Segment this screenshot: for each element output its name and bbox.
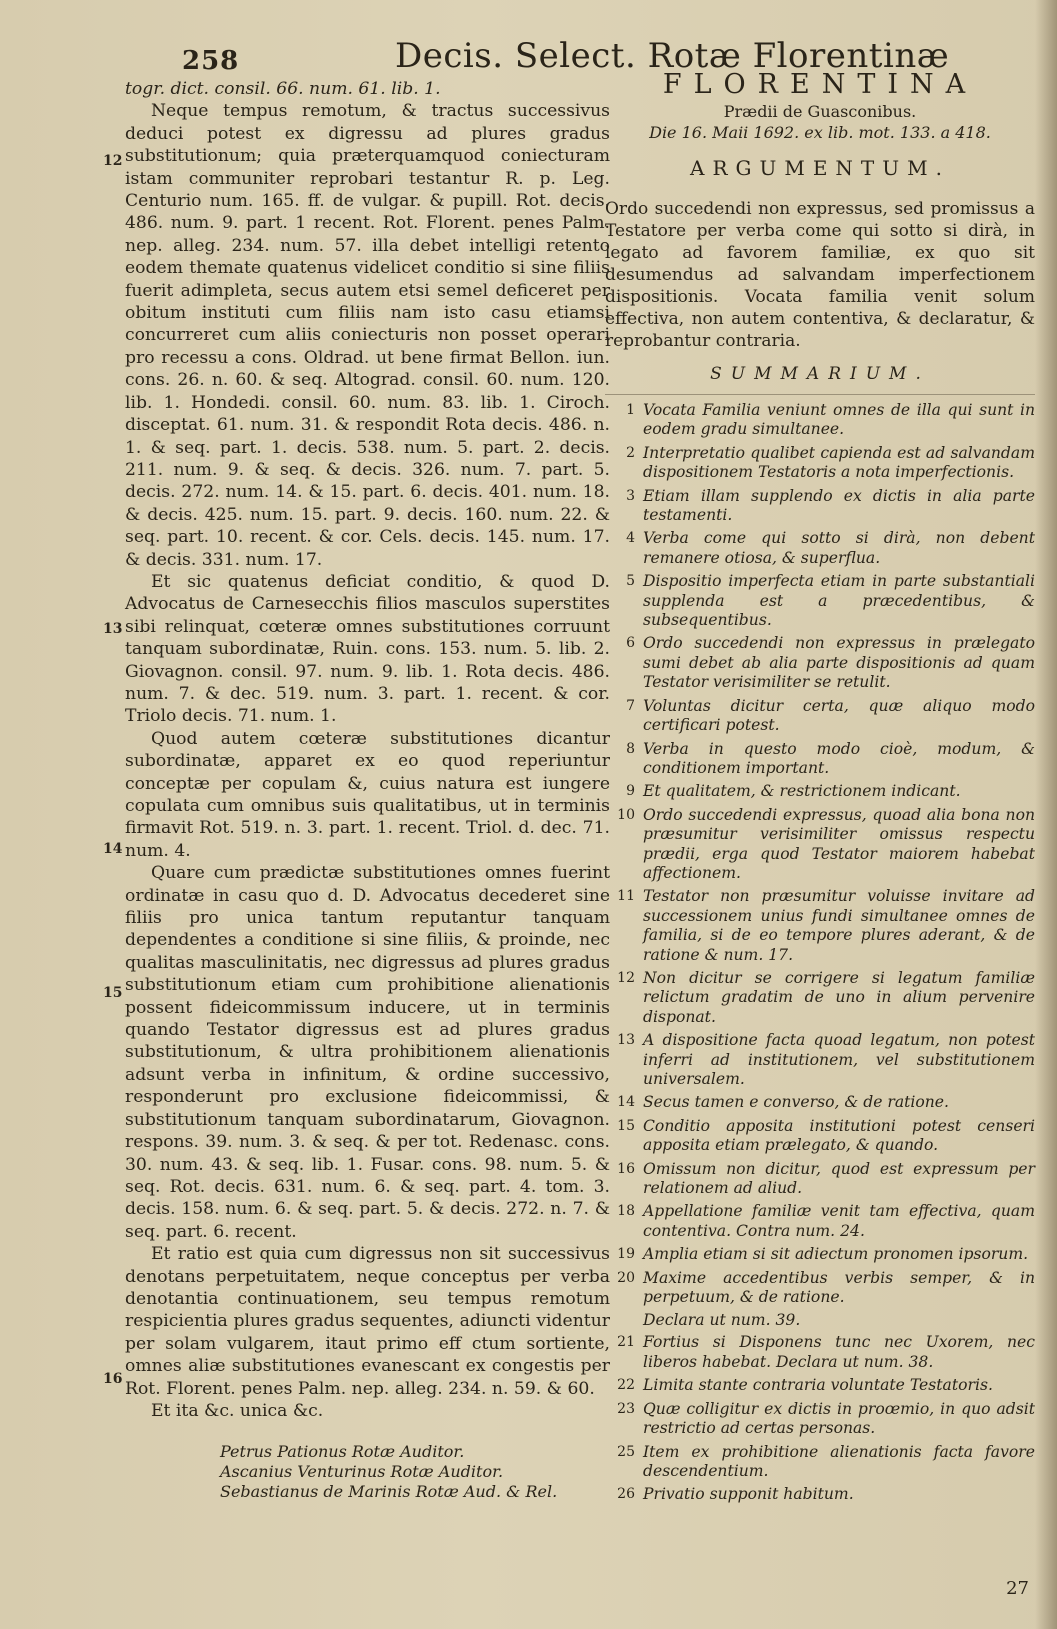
- argumentum-heading: ARGUMENTUM.: [690, 156, 950, 180]
- case-title: FLORENTINA: [662, 69, 978, 100]
- summary-item: [605, 1245, 1035, 1264]
- summary-item: [605, 487, 1035, 526]
- summary-number: 3: [626, 487, 635, 504]
- summary-item: [605, 572, 1035, 630]
- summary-number: 7: [626, 697, 635, 714]
- summary-item: [605, 1031, 1035, 1089]
- summary-number: 8: [626, 740, 635, 757]
- paragraph-5: Quare cum prædictæ substitutiones omnes fuerint ordinatæ in casu quo d. D. Advocatus decederet sine filiis pro unica tantum reputantur tanquam dependentes a conditione si sine filiis, & proinde, nec qualitas masculinitatis, nec digressus ad plures gradus substitutionum etiam cum prohibitione alienationis possent fideicommissum inducere, ut in terminis quando Testator digressus est ad plures gradus substitutionum, & ultra prohibitionem alienationis adsunt verba in infinitum, & ordine successivo, responderunt pro exclusione fideicommissi, & substitutionum tanquam subordinatarum, Giovagnon. respons. 39. num. 3. & seq. & per tot. Redenasc. cons. 30. num. 43. & seq. lib. 1. Fusar. cons. 98. num. 5. & seq. Rot. decis. 631. num. 6. & seq. part. 4. tom. 3. decis. 158. num. 6. & seq. part. 5. & decis. 272. n. 7. & seq. part. 6. recent.: [125, 863, 610, 1242]
- margin-number: 16: [103, 1371, 123, 1387]
- summary-number: 6: [626, 635, 635, 652]
- summary-note: Declara ut num. 39.: [643, 1311, 801, 1330]
- summary-item: [605, 1093, 1035, 1112]
- summary-item: [605, 444, 1035, 483]
- summary-text: Testator non præsumitur voluisse invitare ad successionem unius fundi simultanee omnes de familia, si de eo tempore plures aderant, & de ratione & num. 17.: [643, 887, 1035, 964]
- summary-item: [605, 887, 1035, 965]
- left-column: [103, 78, 610, 1502]
- paragraph-4: Quod autem cœteræ substitutiones dicantur subordinatæ, apparet ex eo quod reperiuntur conceptæ per copulam &, cuius natura est iungere copulata cum omnibus suis qualitatibus, ut in terminis firmavit Rot. 519. n. 3. part. 1. recent. Triol. d. dec. 71. num. 4.: [125, 728, 610, 861]
- summary-number: 1: [626, 402, 635, 418]
- summary-item: [605, 529, 1035, 568]
- margin-number: 13: [103, 621, 123, 637]
- summary-text: Ordo succedendi expressus, quoad alia bona non præsumitur verisimiliter omissus respectu prædii, erga quod Testator maiorem habebat affectionem.: [643, 805, 1035, 882]
- summary-item: [605, 1485, 1035, 1504]
- margin-number: 14: [103, 841, 123, 857]
- summary-text: Verba in questo modo cioè, modum, & conditionem important.: [643, 739, 1035, 777]
- summary-number: 22: [617, 1377, 635, 1394]
- summary-number: 11: [617, 888, 635, 905]
- summary-number: 15: [617, 1117, 635, 1134]
- paragraph-1: togr. dict. consil. 66. num. 61. lib. 1.: [125, 79, 441, 99]
- summary-item: [605, 697, 1035, 736]
- margin-number: 12: [103, 153, 123, 169]
- signature-line: Petrus Pationus Rotæ Auditor.: [220, 1442, 465, 1462]
- summary-text: Voluntas dicitur certa, quæ aliquo modo certificari potest.: [643, 696, 1035, 735]
- paragraph-3: Et sic quatenus deficiat conditio, & quod D. Advocatus de Carnesecchis filios masculos superstites sibi relinquat, cœteræ omnes substitutiones corruunt tanquam subordinatæ, Ruin. cons. 153. num. 5. lib. 2. Giovagnon. consil. 97. num. 9. lib. 1. Rota decis. 486. num. 7. & dec. 519. num. 3. part. 1. recent. & cor. Triolo decis. 71. num. 1.: [125, 571, 610, 727]
- summary-text: Quæ colligitur ex dictis in proœmio, in quo adsit restrictio ad certas personas.: [643, 1399, 1035, 1438]
- summary-number: 21: [617, 1334, 635, 1351]
- paragraph-6: Et ratio est quia cum digressus non sit successivus denotans perpetuitatem, neque conceptus per verba denotantia continuationem, seu tempus remotum respicientia plures gradus sequentes, adiuncti videntur per solam vulgarem, itaut primo eff ctum sortiente, omnes aliæ substitutiones evanescant ex congestis per Rot. Florent. penes Palm. nep. alleg. 234. n. 59. & 60.: [125, 1244, 610, 1399]
- summary-item: [605, 1117, 1035, 1156]
- summary-text: Et qualitatem, & restrictionem indicant.: [643, 782, 961, 801]
- summary-item: [605, 1333, 1035, 1372]
- case-dateline: Die 16. Maii 1692. ex lib. mot. 133. a 418.: [649, 123, 991, 142]
- summary-number: 18: [617, 1203, 635, 1220]
- right-column: [605, 70, 1035, 1509]
- summary-number: 13: [617, 1032, 635, 1049]
- summary-text: Privatio supponit habitum.: [643, 1485, 854, 1504]
- summary-text: Maxime accedentibus verbis semper, & in perpetuum, & de ratione.: [643, 1268, 1035, 1307]
- summary-item: [605, 806, 1035, 884]
- summary-text: Limita stante contraria voluntate Testatoris.: [643, 1376, 993, 1395]
- summary-number: 19: [617, 1246, 635, 1263]
- paragraph-2: Neque tempus remotum, & tractus successivus deduci potest ex digressu ad plures gradus substitutionum; quia præterquamquod coniecturam istam communiter reprobari testantur R. p. Leg. Centurio num. 165. ff. de vulgar. & pupill. Rot. decis. 486. num. 9. part. 1 recent. Rot. Florent. penes Palm. nep. alleg. 234. num. 57. illa debet intelligi retento eodem themate quatenus videlicet conditio si sine filiis fuerit adimpleta, secus autem etsi semel deficeret per obitum instituti cum filiis nam isto casu etiamsi concurreret cum aliis coniecturis non posset operari pro recessu a cons. Oldrad. ut bene firmat Bellon. iun. cons. 26. n. 60. & seq. Altograd. consil. 60. num. 120. lib. 1. Hondedi. consil. 60. num. 83. lib. 1. Ciroch. disceptat. 61. num. 31. & respondit Rota decis. 486. n. 1. & seq. part. 1. decis. 538. num. 5. part. 2. decis. 211. num. 9. & seq. & decis. 326. num. 7. part. 5. decis. 272. num. 14. & 15. part. 6. decis. 401. num. 18. & decis. 425. num. 15. part. 9. decis. 160. num. 22. & seq. part. 10. recent. & cor. Cels. decis. 145. num. 17. & decis. 331. num. 17.: [125, 101, 610, 570]
- summary-item: [605, 782, 1035, 801]
- paragraph-7: Et ita &c. unica &c.: [151, 1400, 324, 1421]
- summary-text: Etiam illam supplendo ex dictis in alia parte testamenti.: [643, 486, 1035, 525]
- summary-item: [605, 969, 1035, 1027]
- summary-text: Dispositio imperfecta etiam in parte substantiali supplenda est a præcedentibus, & subsequentibus.: [643, 572, 1035, 630]
- margin-number: 15: [103, 985, 123, 1001]
- summary-number: 2: [626, 444, 635, 461]
- signatures: [125, 1442, 610, 1502]
- summary-number: 16: [617, 1160, 635, 1177]
- summary-text: Ordo succedendi non expressus in prælegato sumi debet ab alia parte dispositionis ad quam Testator verisimiliter se retulit.: [643, 634, 1035, 692]
- signature-mark: 27: [1006, 1578, 1029, 1599]
- summary-text: Interpretatio qualibet capienda est ad salvandam dispositionem Testatoris a nota imperfectionis.: [643, 443, 1035, 482]
- page-edge-shadow: [1035, 0, 1057, 1629]
- summary-number: 10: [617, 806, 635, 823]
- summary-item: [605, 740, 1035, 779]
- summary-text: Item ex prohibitione alienationis facta favore descendentium.: [643, 1442, 1035, 1480]
- summary-number: 4: [626, 530, 635, 547]
- summary-text: Non dicitur se corrigere si legatum familiæ relictum gradatim de uno in alium pervenire disponat.: [643, 968, 1035, 1026]
- summary-number: 26: [617, 1486, 635, 1503]
- page-number: 258: [182, 46, 240, 76]
- signature-line: Ascanius Venturinus Rotæ Auditor.: [220, 1462, 504, 1482]
- summary-item: [605, 1269, 1035, 1308]
- running-title: Decis. Select. Rotæ Florentinæ: [395, 36, 950, 76]
- summary-text: Appellatione familiæ venit tam effectiva, quam contentiva. Contra num. 24.: [643, 1202, 1035, 1240]
- summary-number: 5: [626, 573, 635, 590]
- summary-number: 23: [617, 1400, 635, 1417]
- summary-text: Vocata Familia veniunt omnes de illa qui sunt in eodem gradu simultanee.: [643, 401, 1035, 439]
- summary-item: [605, 1443, 1035, 1482]
- summary-number: 9: [626, 783, 635, 800]
- summary-number: 20: [617, 1269, 635, 1286]
- summarium-list: [605, 394, 1035, 1505]
- summary-item: [605, 1376, 1035, 1395]
- summary-number: 12: [617, 969, 635, 986]
- summary-text: Omissum non dicitur, quod est expressum per relationem ad aliud.: [643, 1159, 1035, 1198]
- summary-item: [605, 634, 1035, 692]
- summary-number: 25: [617, 1443, 635, 1460]
- summary-text: A dispositione facta quoad legatum, non potest inferri ad institutionem, vel substitutionem universalem.: [643, 1031, 1035, 1088]
- summary-text: Verba come qui sotto si dirà, non debent remanere otiosa, & superflua.: [643, 529, 1035, 567]
- summary-text: Fortius si Disponens tunc nec Uxorem, nec liberos habebat. Declara ut num. 38.: [643, 1333, 1035, 1371]
- summary-item: [605, 1160, 1035, 1199]
- summary-number: 14: [617, 1094, 635, 1111]
- summary-item: [605, 401, 1035, 440]
- signature-line: Sebastianus de Marinis Rotæ Aud. & Rel.: [220, 1482, 558, 1502]
- summary-text: Secus tamen e converso, & de ratione.: [643, 1093, 949, 1112]
- summary-text: Conditio apposita institutioni potest censeri apposita etiam prælegato, & quando.: [643, 1116, 1035, 1155]
- summary-text: Amplia etiam si sit adiectum pronomen ipsorum.: [643, 1245, 1029, 1264]
- argumentum-text: Ordo succedendi non expressus, sed promissus a Testatore per verba come qui sotto si dirà, in legato ad favorem familiæ, ex quo sit desumendus ad salvandam imperfectionem dispositionis. Vocata familia venit solum effectiva, non autem contentiva, & declaratur, & reprobantur contraria.: [605, 199, 1035, 351]
- summary-item: [605, 1400, 1035, 1439]
- case-subtitle: Prædii de Guasconibus.: [723, 102, 917, 121]
- summarium-heading: SUMMARIUM.: [710, 364, 930, 384]
- summary-item: [605, 1202, 1035, 1241]
